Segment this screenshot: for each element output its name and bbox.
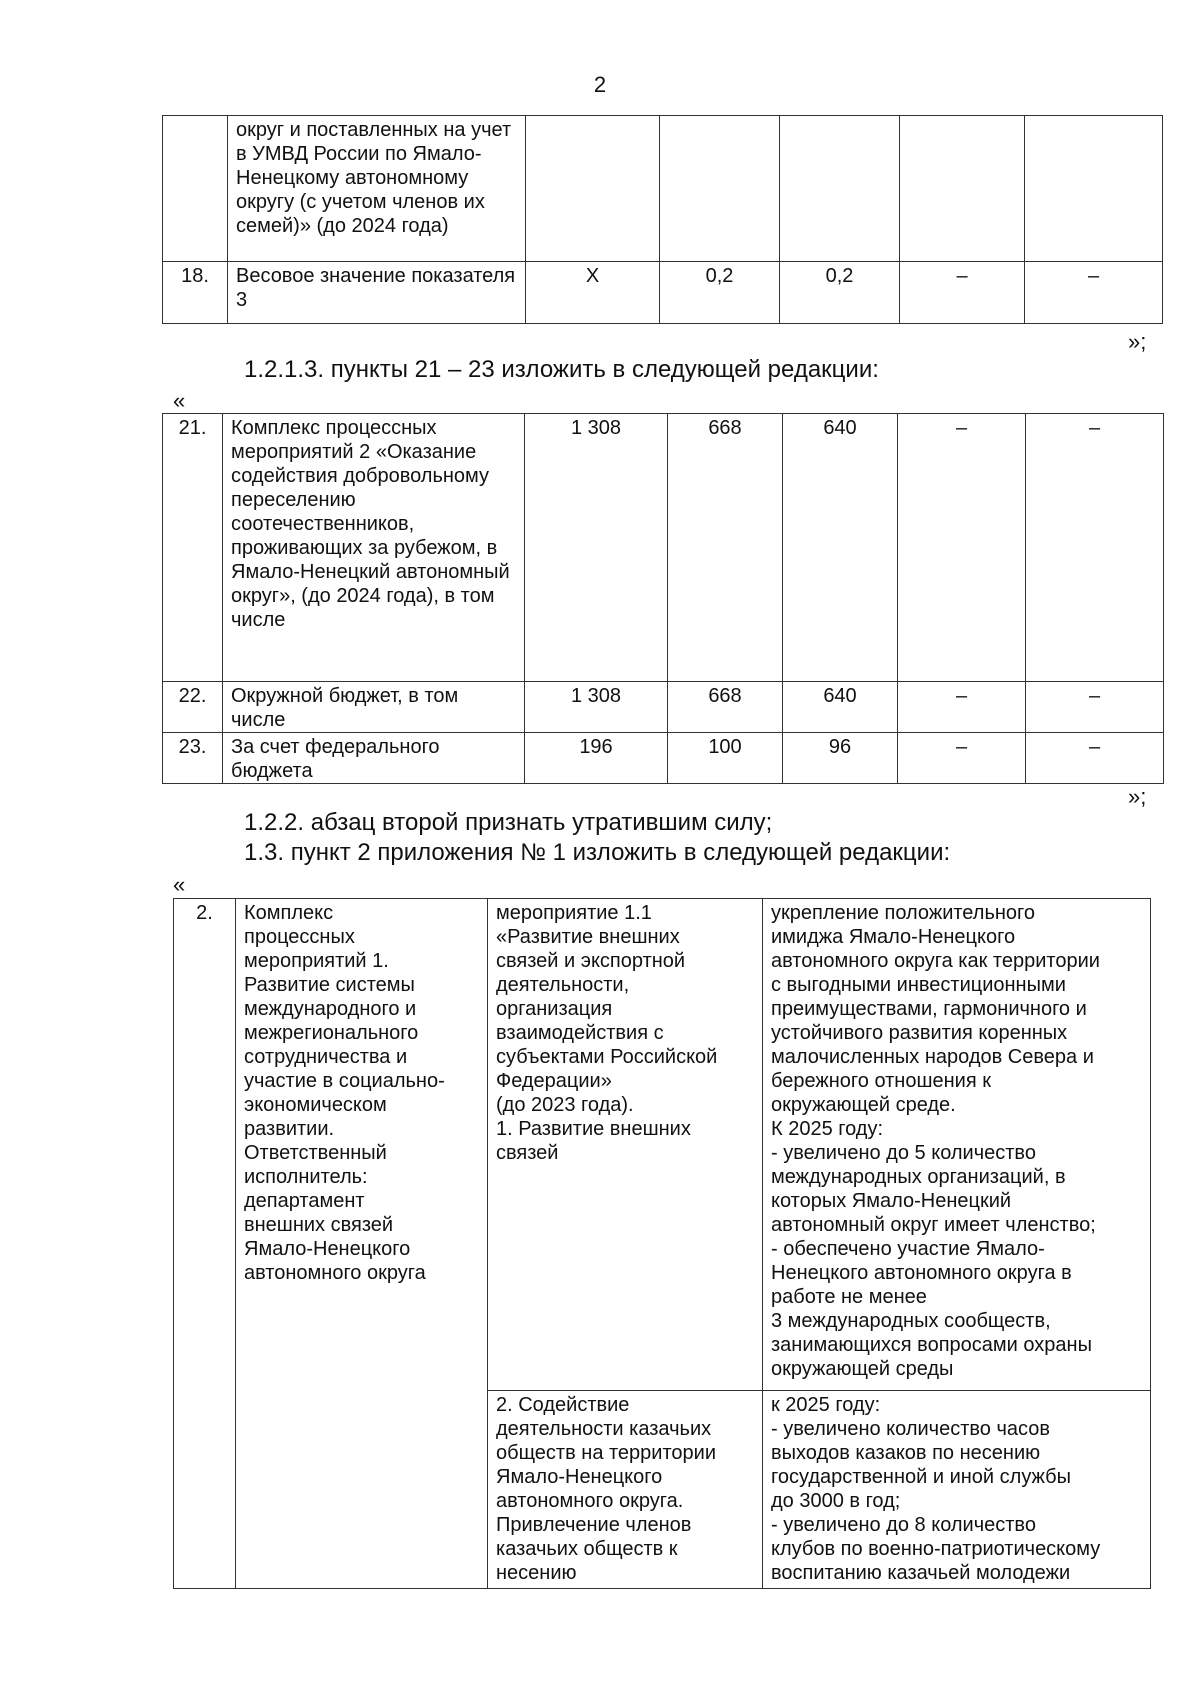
- table-cell: Х: [526, 262, 660, 324]
- table-cell: 1 308: [525, 682, 668, 733]
- table-cell: 1 308: [525, 414, 668, 682]
- table-row: [163, 733, 1164, 784]
- table-cell: 668: [668, 682, 783, 733]
- table-cell: –: [898, 682, 1026, 733]
- table-cell: Весовое значение показателя 3: [228, 262, 526, 324]
- table-row: [163, 116, 1163, 262]
- table-cell: мероприятие 1.1 «Развитие внешних связей и экспортной деятельности, организация взаимодействия с субъектами Российской Федерации» (до 2023 года). 1. Развитие внешних связей: [488, 899, 763, 1391]
- table-cell: 196: [525, 733, 668, 784]
- paragraph: 1.2.1.3. пункты 21 – 23 изложить в следующей редакции:: [244, 356, 879, 383]
- table-cell: [660, 116, 780, 262]
- table-cell: 0,2: [660, 262, 780, 324]
- table-cell: Комплекс процессных мероприятий 2 «Оказание содействия добровольному переселению соотечественников, проживающих за рубежом, в Ямало-Ненецкий автономный округ», (до 2024 года), в том числе: [223, 414, 525, 682]
- table-cell: 0,2: [780, 262, 900, 324]
- table-cell: округ и поставленных на учет в УМВД России по Ямало-Ненецкому автономному округу (с учетом членов их семей)» (до 2024 года): [228, 116, 526, 262]
- opening-quote: «: [173, 872, 186, 897]
- row-number: 22.: [163, 682, 223, 733]
- funding-table: [162, 413, 1164, 784]
- paragraph: 1.2.2. абзац второй признать утратившим силу;: [244, 809, 773, 836]
- table-cell: 640: [783, 414, 898, 682]
- table-cell: 668: [668, 414, 783, 682]
- paragraph: 1.3. пункт 2 приложения № 1 изложить в следующей редакции:: [244, 839, 951, 866]
- table-row: [163, 414, 1164, 682]
- table-cell: –: [1026, 414, 1164, 682]
- closing-quote: »;: [1128, 784, 1147, 809]
- table-cell: [163, 116, 228, 262]
- table-cell: [780, 116, 900, 262]
- table-cell: –: [898, 733, 1026, 784]
- table-cell: –: [1025, 262, 1163, 324]
- table-cell: –: [1026, 733, 1164, 784]
- table-cell: 2. Содействие деятельности казачьих обществ на территории Ямало-Ненецкого автономного округа. Привлечение членов казачьих обществ к несению: [488, 1391, 763, 1589]
- table-cell: Окружной бюджет, в том числе: [223, 682, 525, 733]
- indicator-table-continuation: [162, 115, 1163, 324]
- table-row: [163, 262, 1163, 324]
- table-row: [163, 682, 1164, 733]
- row-number: 2.: [174, 899, 236, 1589]
- table-cell: Комплекс процессных мероприятий 1. Развитие системы международного и межрегионального сотрудничества и участие в социально- экономическом развитии. Ответственный исполнитель: департамент внешних связей Ямало-Ненецкого автономного округа: [236, 899, 488, 1589]
- table-cell: [900, 116, 1025, 262]
- table-cell: –: [900, 262, 1025, 324]
- table-cell: За счет федерального бюджета: [223, 733, 525, 784]
- table-row: [174, 899, 1151, 1391]
- table-cell: 640: [783, 682, 898, 733]
- table-cell: укрепление положительного имиджа Ямало-Ненецкого автономного округа как территории с выгодными инвестиционными преимуществами, гармоничного и устойчивого развития коренных малочисленных народов Севера и бережного отношения к окружающей среде. К 2025 году: - увеличено до 5 количество международных организаций, в которых Ямало-Ненецкий автономный округ имеет членство; - обеспечено участие Ямало- Ненецкого автономного округа в работе не менее 3 международных сообществ, занимающихся вопросами охраны окружающей среды: [763, 899, 1151, 1391]
- table-cell: –: [898, 414, 1026, 682]
- table-cell: [526, 116, 660, 262]
- row-number: 18.: [163, 262, 228, 324]
- table-cell: [1025, 116, 1163, 262]
- table-cell: к 2025 году: - увеличено количество часов выходов казаков по несению государственной и иной службы до 3000 в год; - увеличено до 8 количество клубов по военно-патриотическому воспитанию казачьей молодежи: [763, 1391, 1151, 1589]
- page-number: 2: [593, 72, 607, 97]
- table-cell: 96: [783, 733, 898, 784]
- table-cell: –: [1026, 682, 1164, 733]
- table-cell: 100: [668, 733, 783, 784]
- appendix-table: [173, 898, 1151, 1589]
- row-number: 21.: [163, 414, 223, 682]
- row-number: 23.: [163, 733, 223, 784]
- opening-quote: «: [173, 388, 186, 413]
- closing-quote: »;: [1128, 329, 1147, 354]
